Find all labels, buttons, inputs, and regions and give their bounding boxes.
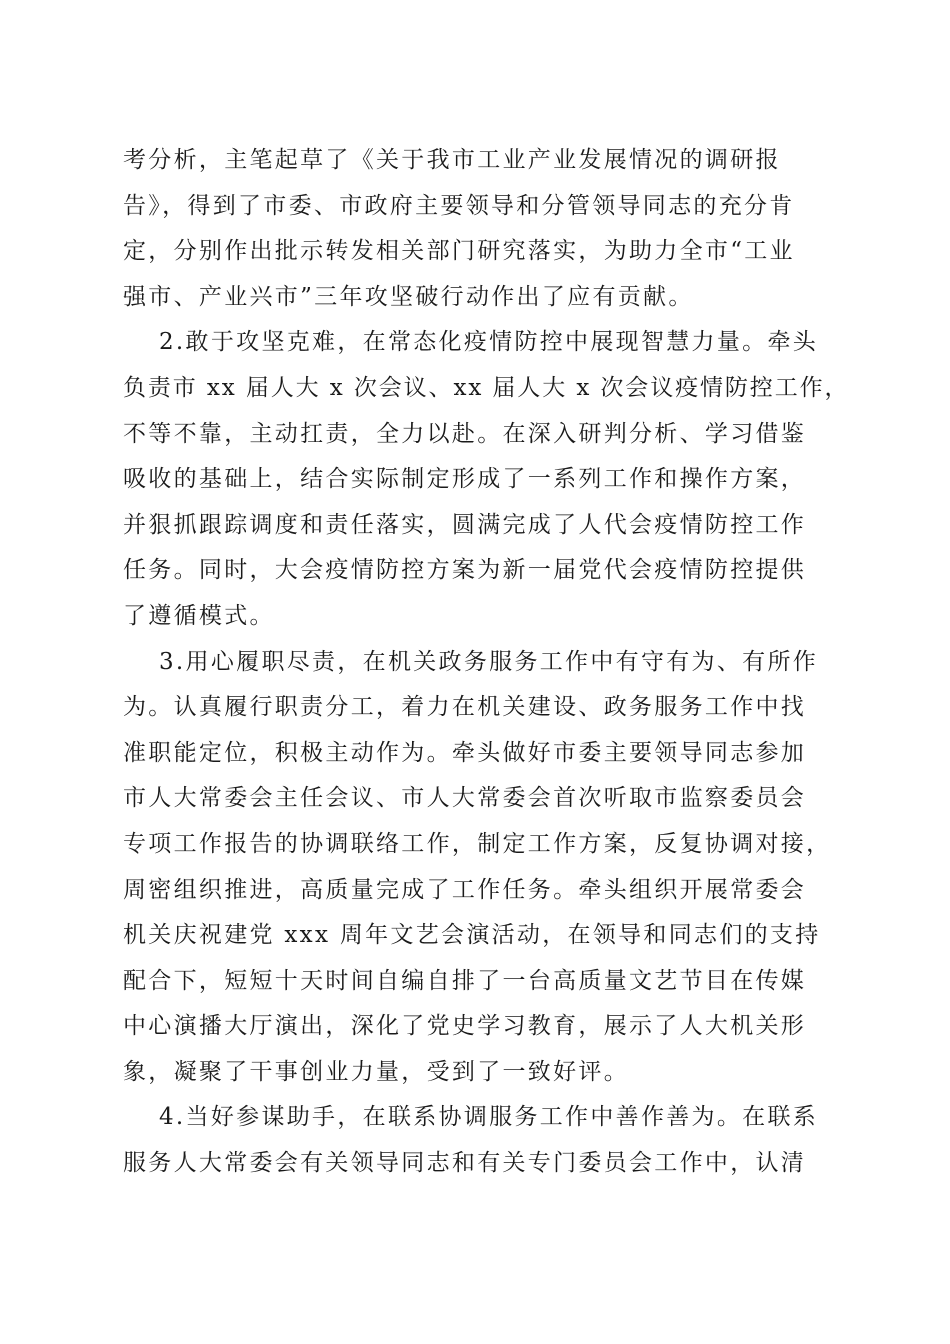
text-line: 市人大常委会主任会议、市人大常委会首次听取市监察委员会	[123, 785, 807, 812]
text-line: 专项工作报告的协调联络工作，制定工作方案，反复协调对接，	[123, 830, 832, 857]
text-line: 配合下，短短十天时间自编自排了一台高质量文艺节目在传媒	[123, 967, 807, 994]
text-line: 周密组织推进，高质量完成了工作任务。牵头组织开展常委会	[123, 876, 807, 903]
text-line: 象，凝聚了干事创业力量，受到了一致好评。	[123, 1058, 629, 1085]
text-line: 并狠抓跟踪调度和责任落实，圆满完成了人代会疫情防控工作	[123, 511, 807, 538]
text-line: 强市、产业兴市”三年攻坚破行动作出了应有贡献。	[123, 283, 694, 310]
text-line: 告》，得到了市委、市政府主要领导和分管领导同志的充分肯	[123, 192, 795, 219]
paragraph-heading-2: 2.敢于攻坚克难，在常态化疫情防控中展现智慧力量。牵头	[159, 329, 819, 356]
text-line: 任务。同时，大会疫情防控方案为新一届党代会疫情防控提供	[123, 557, 807, 584]
text-line: 不等不靠，主动扛责，全力以赴。在深入研判分析、学习借鉴	[123, 420, 807, 447]
document-body	[123, 138, 853, 1187]
paragraph-heading-4: 4.当好参谋助手，在联系协调服务工作中善作善为。在联系	[159, 1104, 819, 1131]
text-line: 定，分别作出批示转发相关部门研究落实，为助力全市“工业	[123, 238, 795, 265]
text-line: 服务人大常委会有关领导同志和有关专门委员会工作中，认清	[123, 1150, 807, 1177]
text-line: 吸收的基础上，结合实际制定形成了一系列工作和操作方案，	[123, 466, 807, 493]
text-line: 了遵循模式。	[123, 602, 275, 629]
text-line: 中心演播大厅演出，深化了党史学习教育，展示了人大机关形	[123, 1013, 807, 1040]
text-line: 负责市 xx 届人大 x 次会议、xx 届人大 x 次会议疫情防控工作，	[123, 374, 850, 401]
text-line: 为。认真履行职责分工，着力在机关建设、政务服务工作中找	[123, 694, 807, 721]
text-line: 考分析，主笔起草了《关于我市工业产业发展情况的调研报	[123, 147, 781, 173]
paragraph-heading-3: 3.用心履职尽责，在机关政务服务工作中有守有为、有所作	[159, 648, 819, 675]
text-line: 准职能定位，积极主动作为。牵头做好市委主要领导同志参加	[123, 739, 807, 766]
text-line: 机关庆祝建党 xxx 周年文艺会演活动，在领导和同志们的支持	[123, 922, 821, 949]
